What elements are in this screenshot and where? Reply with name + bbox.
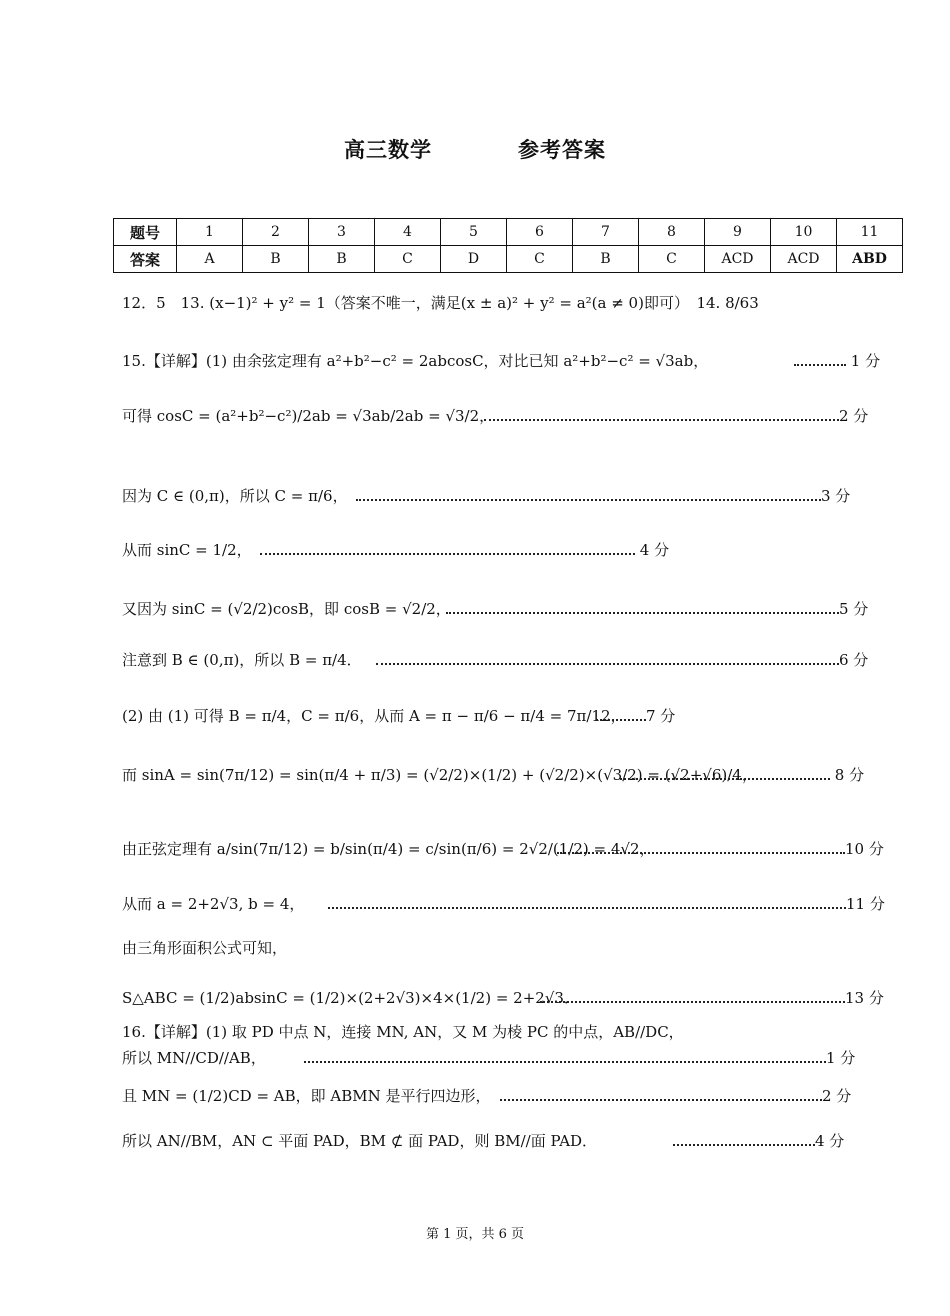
q15-line-2: 可得 cosC = (a²+b²−c²)/2ab = √3ab/2ab = √3/2， xyxy=(122,407,495,425)
score-marker xyxy=(304,1047,855,1068)
answer-table xyxy=(113,218,903,273)
title-subject: 高三数学 xyxy=(344,138,432,162)
q15-line-4: 从而 sinC = 1/2， xyxy=(122,541,252,559)
question-number: 10 xyxy=(771,219,837,246)
q15-line-1: 15.【详解】(1) 由余弦定理有 a²+b²−c² = 2abcosC，对比已知 a²+b²−c² = √3ab， xyxy=(122,352,709,370)
score-label: 5 分 xyxy=(839,600,869,618)
score-label: 8 分 xyxy=(834,766,865,784)
q15-line-3: 因为 C ∈ (0,π)，所以 C = π/6， xyxy=(122,487,348,505)
score-label: 11 分 xyxy=(846,895,885,913)
question-number: 7 xyxy=(573,219,639,246)
q16-line-4: 所以 AN//BM，AN ⊂ 平面 PAD，BM ⊄ 面 PAD，则 BM//面 PAD． xyxy=(122,1132,598,1150)
q16-line-1: 16.【详解】(1) 取 PD 中点 N，连接 MN, AN，又 M 为棱 PC 的中点，AB//DC， xyxy=(122,1023,684,1041)
q16-line-3: 且 MN = (1/2)CD = AB，即 ABMN 是平行四边形， xyxy=(122,1087,491,1105)
q15-part2-line-1: (2) 由 (1) 可得 B = π/4，C = π/6，从而 A = π − π/6 − π/4 = 7π/12， xyxy=(122,707,626,725)
score-marker xyxy=(484,405,868,426)
score-marker xyxy=(794,350,880,371)
score-marker xyxy=(540,987,884,1008)
answer-cell: ACD xyxy=(705,246,771,273)
score-label: 1 分 xyxy=(850,352,881,370)
score-label: 4 分 xyxy=(639,541,670,559)
question-number: 8 xyxy=(639,219,705,246)
score-marker xyxy=(446,598,868,619)
answer-cell: C xyxy=(507,246,573,273)
row-header-answer: 答案 xyxy=(114,246,177,273)
page-title xyxy=(0,134,950,164)
score-marker xyxy=(260,539,669,560)
q15-part2-line-6: S△ABC = (1/2)absinC = (1/2)×(2+2√3)×4×(1/2) = 2+2√3． xyxy=(122,989,579,1007)
question-number: 3 xyxy=(309,219,375,246)
score-label: 2 分 xyxy=(822,1087,852,1105)
q15-line-6: 注意到 B ∈ (0,π)，所以 B = π/4． xyxy=(122,651,362,669)
q16-line-2: 所以 MN//CD//AB， xyxy=(122,1049,266,1067)
score-marker xyxy=(620,764,864,785)
answer-cell: C xyxy=(639,246,705,273)
score-marker xyxy=(376,649,868,670)
score-marker xyxy=(500,1085,851,1106)
question-number: 5 xyxy=(441,219,507,246)
answer-cell: C xyxy=(375,246,441,273)
score-label: 7 分 xyxy=(646,707,676,725)
q15-part2-line-5: 由三角形面积公式可知， xyxy=(122,939,288,957)
answer-12-14: 12．5 13. (x−1)² + y² = 1（答案不唯一，满足(x ± a)² + y² = a²(a ≠ 0)即可） 14. 8/63 xyxy=(122,294,759,312)
score-marker xyxy=(328,893,885,914)
score-label: 2 分 xyxy=(839,407,869,425)
row-header-number: 题号 xyxy=(114,219,177,246)
answer-cell: D xyxy=(441,246,507,273)
q15-part2-line-2: 而 sinA = sin(7π/12) = sin(π/4 + π/3) = (√2/2)×(1/2) + (√2/2)×(√3/2) = (√2+√6)/4， xyxy=(122,766,757,784)
score-marker xyxy=(596,705,675,726)
question-number: 11 xyxy=(837,219,903,246)
page-footer: 第 1 页，共 6 页 xyxy=(425,1227,525,1242)
question-number: 4 xyxy=(375,219,441,246)
q15-part2-line-3: 由正弦定理有 a/sin(7π/12) = b/sin(π/4) = c/sin(π/6) = 2√2/(1/2) = 4√2， xyxy=(122,840,655,858)
title-type: 参考答案 xyxy=(518,138,606,162)
question-number: 1 xyxy=(177,219,243,246)
q15-part2-line-4: 从而 a = 2+2√3, b = 4， xyxy=(122,895,305,913)
question-number: 9 xyxy=(705,219,771,246)
score-label: 3 分 xyxy=(821,487,851,505)
question-number: 6 xyxy=(507,219,573,246)
score-label: 6 分 xyxy=(839,651,869,669)
answer-row xyxy=(114,246,903,273)
score-marker xyxy=(557,838,884,859)
answer-cell: ACD xyxy=(771,246,837,273)
answer-cell: ABD xyxy=(837,246,903,273)
question-number: 2 xyxy=(243,219,309,246)
score-marker xyxy=(356,485,850,506)
score-marker xyxy=(673,1130,844,1151)
answer-cell: B xyxy=(243,246,309,273)
answer-cell: B xyxy=(309,246,375,273)
score-label: 10 分 xyxy=(845,840,884,858)
score-label: 1 分 xyxy=(826,1049,856,1067)
answer-cell: A xyxy=(177,246,243,273)
answer-cell: B xyxy=(573,246,639,273)
q15-line-5: 又因为 sinC = (√2/2)cosB，即 cosB = √2/2， xyxy=(122,600,451,618)
score-label: 4 分 xyxy=(815,1132,845,1150)
question-number-row xyxy=(114,219,903,246)
score-label: 13 分 xyxy=(845,989,884,1007)
